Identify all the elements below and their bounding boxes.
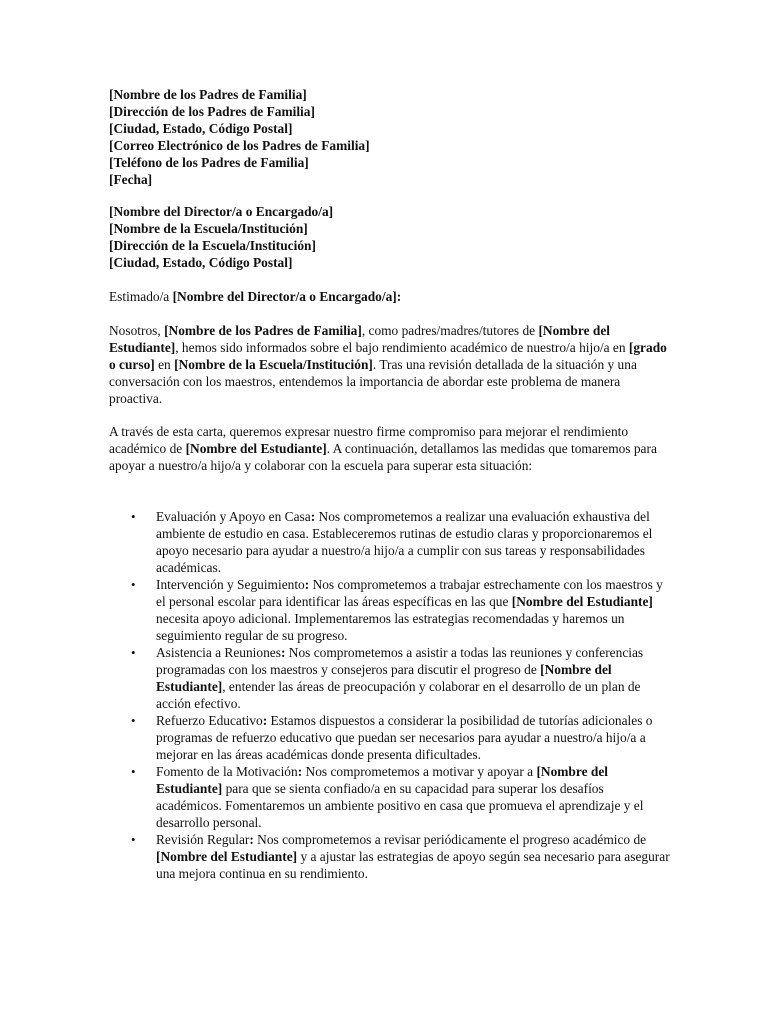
recipient-school: [Nombre de la Escuela/Institución] [109,221,308,236]
measure-placeholder: [Nombre del Estudiante] [156,662,612,694]
recipient-address: [Dirección de la Escuela/Institución] [109,238,316,253]
sender-address: [Dirección de los Padres de Familia] [109,104,315,119]
measure-text: Nos comprometemos a revisar periódicamente el progreso académico de [253,832,647,847]
measure-title: Asistencia a Reuniones [156,645,281,660]
measure-colon: : [249,832,254,847]
sender-email: [Correo Electrónico de los Padres de Familia] [109,138,370,153]
measure-colon: : [297,764,303,779]
sender-city: [Ciudad, Estado, Código Postal] [109,121,293,136]
list-item [109,763,671,831]
measure-text: Nos comprometemos a motivar y apoyar a [302,764,537,779]
placeholder-student-name: [Nombre del Estudiante] [185,441,327,456]
recipient-city: [Ciudad, Estado, Código Postal] [109,255,293,270]
list-item [109,508,671,576]
measure-title: Fomento de la Motivación [156,764,298,779]
paragraph-commitment [109,423,671,474]
salutation-name: [Nombre del Director/a o Encargado/a]: [172,289,402,304]
placeholder-student-name: [Nombre del Estudiante] [109,323,610,355]
paragraph-text: , como padres/madres/tutores de [361,323,539,338]
measure-colon: : [262,713,268,728]
salutation-prefix: Estimado/a [109,289,173,304]
measure-colon: : [304,577,310,592]
measure-placeholder: [Nombre del Estudiante] [156,849,298,864]
measure-text: y a ajustar las estrategias de apoyo según sea necesario para asegurar una mejora continua en su rendimiento. [156,849,670,881]
measure-placeholder: [Nombre del Estudiante] [156,764,608,796]
measure-title: Refuerzo Educativo [156,713,263,728]
measure-title: Evaluación y Apoyo en Casa [156,509,311,524]
paragraph-text: en [154,357,175,372]
measure-text: Nos comprometemos a trabajar estrechamente con los maestros y el personal escolar para identificar las áreas específicas en las que [156,577,663,609]
measure-text: Estamos dispuestos a considerar la posibilidad de tutorías adicionales o programas de refuerzo educativo que puedan ser necesarios para ayudar a nuestro/a hijo/a a mejorar en las áreas académicas donde presenta dificultades. [156,713,653,762]
measure-text: Nos comprometemos a asistir a todas las reuniones y conferencias programadas con los maestros y consejeros para discutir el progreso de [156,645,644,677]
measure-title: Intervención y Seguimiento [156,577,305,592]
measure-title: Revisión Regular [156,832,250,847]
measure-text: para que se sienta confiado/a en su capacidad para superar los desafíos académicos. Fomentaremos un ambiente positivo en casa que promueva el aprendizaje y el desarrollo personal. [156,781,644,830]
paragraph-text: Nosotros, [109,323,165,338]
sender-name: [Nombre de los Padres de Familia] [109,87,307,102]
measures-list [109,508,671,882]
measure-colon: : [280,645,286,660]
recipient-name: [Nombre del Director/a o Encargado/a] [109,204,334,219]
measure-text: necesita apoyo adicional. Implementaremos las estrategias recomendadas y haremos un seguimiento regular de su progreso. [156,611,625,643]
placeholder-school-name: [Nombre de la Escuela/Institución] [174,357,373,372]
sender-address-block [109,86,671,188]
sender-phone: [Teléfono de los Padres de Familia] [109,155,309,170]
paragraph-text: , hemos sido informados sobre el bajo rendimiento académico de nuestro/a hijo/a en [175,340,629,355]
paragraph-text: . A continuación, detallamos las medidas que tomaremos para apoyar a nuestro/a hijo/a y colaborar con la escuela para superar esta situación: [109,441,657,473]
placeholder-grade: [grado o curso] [109,340,667,372]
letter-date: [Fecha] [109,172,153,187]
measure-text: Nos comprometemos a realizar una evaluación exhaustiva del ambiente de estudio en casa. Estableceremos rutinas de estudio claras y proporcionaremos el apoyo necesario para ayudar a nuestro/a hijo/a a cumplir con sus tareas y responsabilidades académicas. [156,509,653,575]
measure-text: , entender las áreas de preocupación y colaborar en el desarrollo de un plan de acción efectivo. [156,679,641,711]
paragraph-text: . Tras una revisión detallada de la situación y una conversación con los maestros, entendemos la importancia de abordar este problema de manera proactiva. [109,357,637,406]
list-item [109,644,671,712]
measure-colon: : [310,509,316,524]
salutation [109,288,671,305]
measure-placeholder: [Nombre del Estudiante] [511,594,653,609]
paragraph-intro [109,322,671,407]
list-item [109,831,671,882]
placeholder-parents-name: [Nombre de los Padres de Familia] [164,323,362,338]
list-item [109,712,671,763]
recipient-address-block [109,203,671,271]
list-item [109,576,671,644]
paragraph-text: A través de esta carta, queremos expresar nuestro firme compromiso para mejorar el rendimiento académico de [109,424,629,456]
